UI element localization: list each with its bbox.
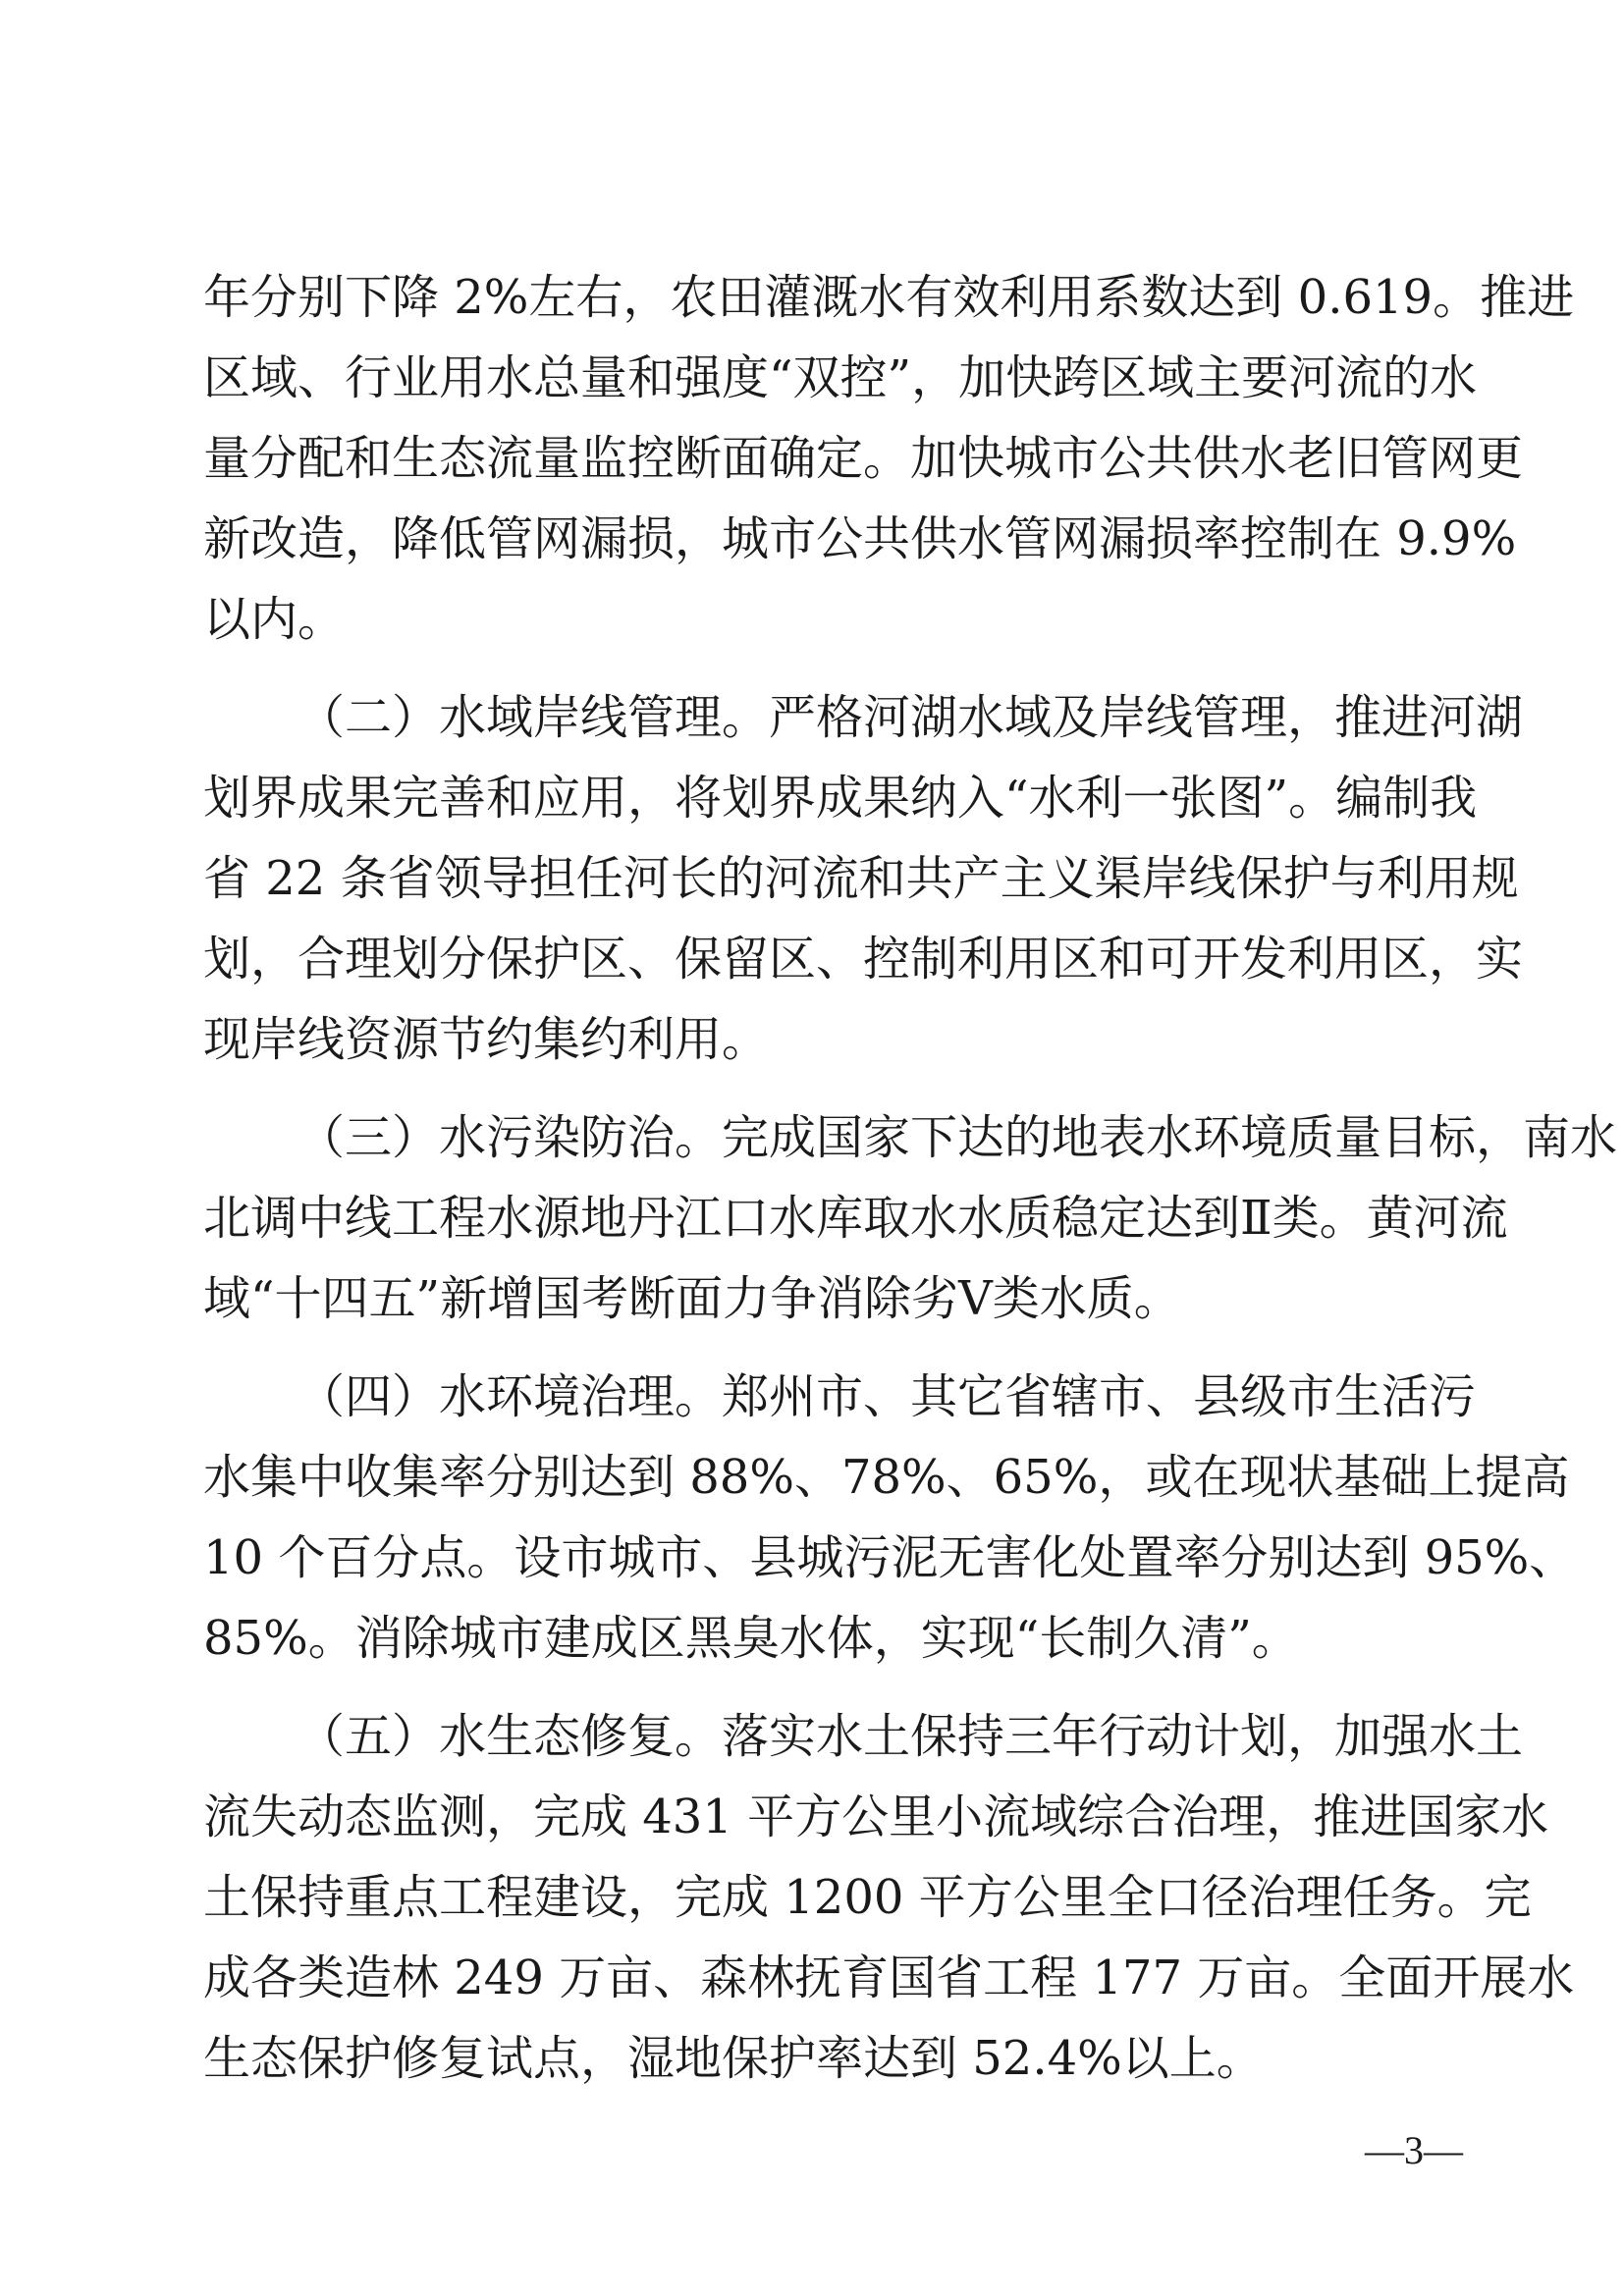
paragraph-line: 生态保护修复试点，湿地保护率达到 52.4%以上。: [203, 2031, 1264, 2086]
paragraph-line: 流失动态监测，完成 431 平方公里小流域综合治理，推进国家水: [203, 1789, 1549, 1844]
paragraph-line: 10 个百分点。设市城市、县城污泥无害化处置率分别达到 95%、: [203, 1530, 1577, 1585]
paragraph-line: 85%。消除城市建成区黑臭水体，实现“长制久清”。: [203, 1611, 1299, 1666]
paragraph-line: 水集中收集率分别达到 88%、78%、65%，或在现状基础上提高: [203, 1450, 1570, 1505]
page-number: —3—: [1365, 2128, 1463, 2172]
paragraph-line: 省 22 条省领导担任河长的河流和共产主义渠岸线保护与利用规: [203, 851, 1519, 906]
paragraph-line: 划界成果完善和应用，将划界成果纳入“水利一张图”。编制我: [203, 771, 1478, 826]
paragraph-line: 区域、行业用水总量和强度“双控”，加快跨区域主要河流的水: [203, 350, 1478, 405]
paragraph-line: 北调中线工程水源地丹江口水库取水水质稳定达到Ⅱ类。黄河流: [203, 1191, 1508, 1246]
paragraph-line: 量分配和生态流量监控断面确定。加快城市公共供水老旧管网更: [203, 431, 1524, 486]
section-heading-line: （四）水环境治理。郑州市、其它省辖市、县级市生活污: [298, 1369, 1477, 1424]
paragraph-line: 以内。: [203, 592, 346, 647]
paragraph-line: 土保持重点工程建设，完成 1200 平方公里全口径治理任务。完: [203, 1870, 1532, 1925]
paragraph-line: 新改造，降低管网漏损，城市公共供水管网漏损率控制在 9.9%: [203, 511, 1517, 566]
section-heading-line: （二）水域岸线管理。严格河湖水域及岸线管理，推进河湖: [298, 690, 1524, 745]
paragraph-line: 划，合理划分保护区、保留区、控制利用区和可开发利用区，实: [203, 932, 1524, 987]
paragraph-line: 域“十四五”新增国考断面力争消除劣Ⅴ类水质。: [203, 1271, 1181, 1326]
section-heading-line: （五）水生态修复。落实水土保持三年行动计划，加强水土: [298, 1709, 1524, 1764]
paragraph-line: 成各类造林 249 万亩、森林抚育国省工程 177 万亩。全面开展水: [203, 1950, 1575, 2005]
paragraph-line: 年分别下降 2%左右，农田灌溉水有效利用系数达到 0.619。推进: [203, 270, 1575, 325]
body-text: [203, 257, 1618, 2099]
paragraph-line: 现岸线资源节约集约利用。: [203, 1012, 770, 1067]
section-heading-line: （三）水污染防治。完成国家下达的地表水环境质量目标，南水: [298, 1110, 1618, 1165]
